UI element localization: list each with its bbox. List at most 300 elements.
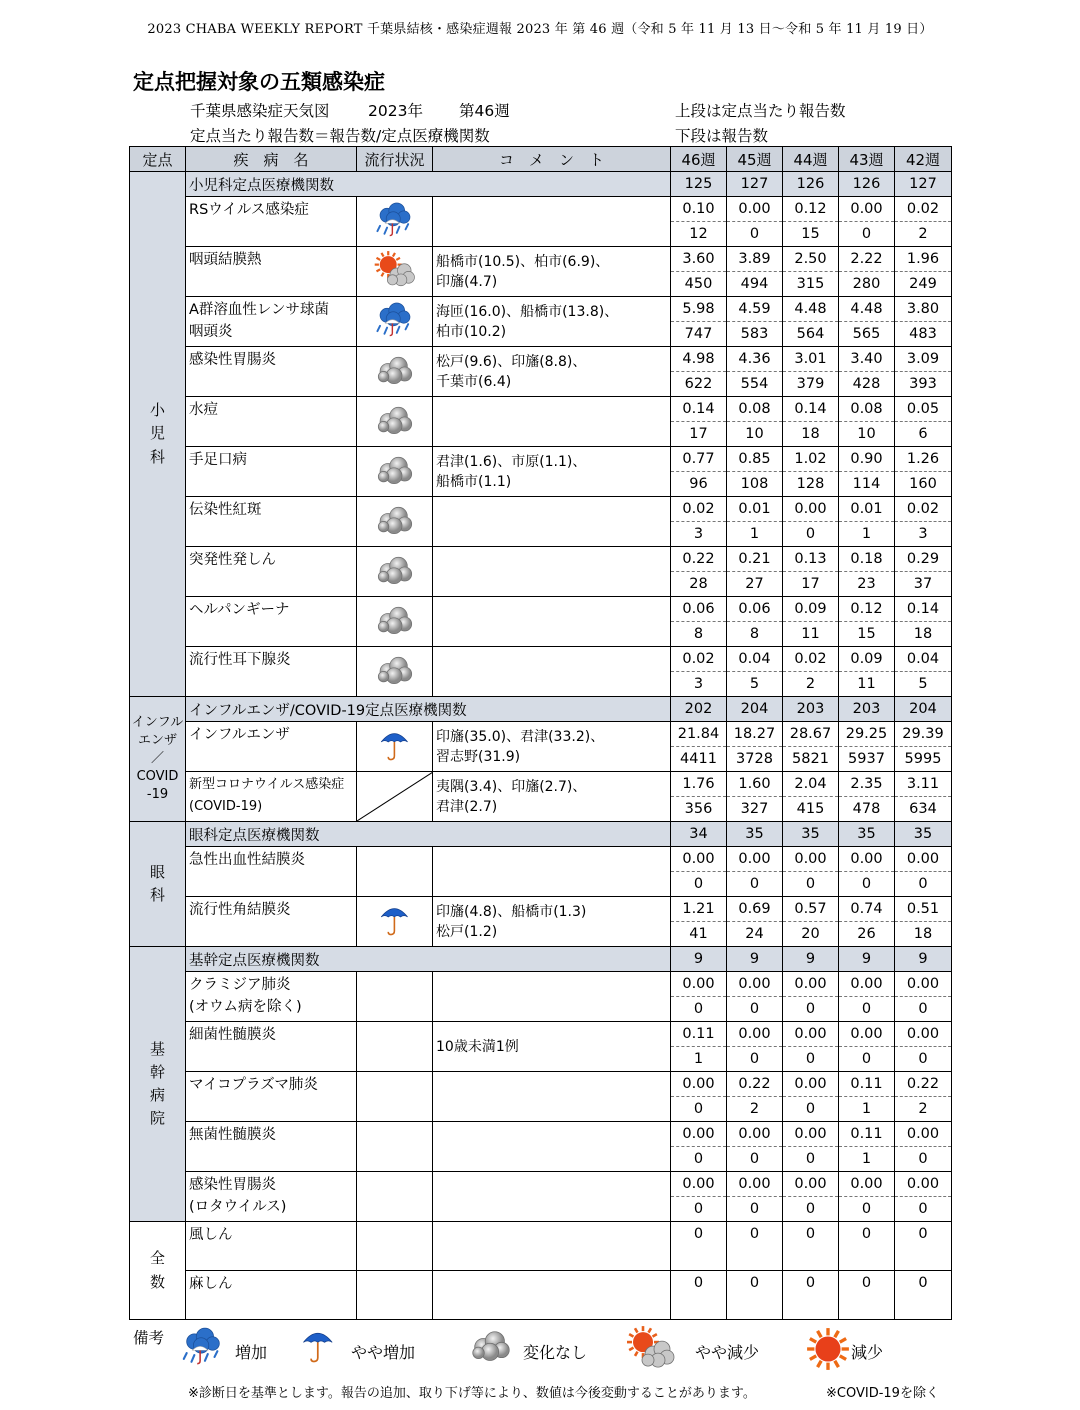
rate-value: 0.01 — [839, 497, 895, 522]
disease-name: 感染性胃腸炎 (ロタウイルス) — [186, 1172, 357, 1222]
col-header: 疾 病 名 — [186, 147, 357, 172]
cloud-rain-icon — [357, 197, 433, 247]
rate-value: 0.14 — [783, 397, 839, 422]
rate-value: 0.00 — [671, 1072, 727, 1097]
count-value: 5995 — [895, 747, 952, 772]
map-title: 千葉県感染症天気図 — [190, 102, 330, 120]
table-row — [130, 297, 952, 322]
rate-value: 0.00 — [783, 972, 839, 997]
comment — [433, 497, 671, 547]
rate-value: 0.00 — [671, 1172, 727, 1197]
rate-value: 0.00 — [727, 972, 783, 997]
col-header: 42週 — [895, 147, 952, 172]
table-row — [130, 972, 952, 997]
cloud-icon — [357, 347, 433, 397]
table-row — [130, 647, 952, 672]
section-name: 眼科定点医療機関数 — [186, 822, 671, 847]
col-header: 流行状況 — [357, 147, 433, 172]
count-value: 10 — [839, 422, 895, 447]
rate-value: 0.00 — [783, 1022, 839, 1047]
rate-value: 0.22 — [727, 1072, 783, 1097]
rate-value: 0.00 — [671, 972, 727, 997]
table-row — [130, 247, 952, 272]
section-value: 9 — [783, 947, 839, 972]
rate-value: 0 — [727, 1271, 783, 1296]
sun-icon — [805, 1326, 851, 1376]
week-label: 第46週 — [459, 102, 510, 120]
comment — [433, 197, 671, 247]
rate-value: 0.08 — [727, 397, 783, 422]
count-value: 3728 — [727, 747, 783, 772]
table-row — [130, 1271, 952, 1296]
cloud-icon — [357, 597, 433, 647]
section-value: 35 — [895, 822, 952, 847]
umbrella-icon — [357, 722, 433, 772]
table-row — [130, 497, 952, 522]
count-value: 0 — [895, 1047, 952, 1072]
rate-value: 0.51 — [895, 897, 952, 922]
count-value: 18 — [895, 622, 952, 647]
count-value: 0 — [783, 997, 839, 1022]
rate-value: 18.27 — [727, 722, 783, 747]
rate-value: 0.11 — [671, 1022, 727, 1047]
category-label: 全 数 — [130, 1222, 186, 1320]
table-row — [130, 197, 952, 222]
count-value: 15 — [783, 222, 839, 247]
comment: 印旛(4.8)、船橋市(1.3) 松戸(1.2) — [433, 897, 671, 947]
rate-value: 0.00 — [783, 1122, 839, 1147]
count-value: 0 — [671, 997, 727, 1022]
rate-value: 4.48 — [839, 297, 895, 322]
count-value: 10 — [727, 422, 783, 447]
umbrella-icon — [357, 897, 433, 947]
cloud-icon — [357, 497, 433, 547]
rate-value: 3.11 — [895, 772, 952, 797]
count-value: 565 — [839, 322, 895, 347]
status-cell — [357, 1172, 433, 1222]
count-value: 327 — [727, 797, 783, 822]
rate-value: 0.00 — [839, 972, 895, 997]
disease-name: 流行性角結膜炎 — [186, 897, 357, 947]
count-value: 0 — [783, 1097, 839, 1122]
rate-value: 29.25 — [839, 722, 895, 747]
rate-value: 0.00 — [895, 1022, 952, 1047]
status-cell — [357, 1022, 433, 1072]
count-value: 37 — [895, 572, 952, 597]
count-value: 0 — [671, 872, 727, 897]
status-cell — [357, 1122, 433, 1172]
section-value: 126 — [839, 172, 895, 197]
count-value: 5 — [895, 672, 952, 697]
comment — [433, 1271, 671, 1320]
rate-value: 0.01 — [727, 497, 783, 522]
col-header: 44週 — [783, 147, 839, 172]
rate-value: 0.04 — [895, 647, 952, 672]
count-value: 483 — [895, 322, 952, 347]
section-name: 基幹定点医療機関数 — [186, 947, 671, 972]
comment — [433, 547, 671, 597]
upper-note: 上段は定点当たり報告数 — [675, 102, 846, 120]
disease-name: 咽頭結膜熱 — [186, 247, 357, 297]
rate-value: 0 — [895, 1222, 952, 1247]
count-value: 18 — [783, 422, 839, 447]
count-value: 583 — [727, 322, 783, 347]
page-title: 定点把握対象の五類感染症 — [133, 70, 385, 94]
rate-value: 0.18 — [839, 547, 895, 572]
rate-value: 1.60 — [727, 772, 783, 797]
count-value: 450 — [671, 272, 727, 297]
status-cell — [357, 972, 433, 1022]
cloud-icon — [357, 547, 433, 597]
comment: 夷隅(3.4)、印旛(2.7)、 君津(2.7) — [433, 772, 671, 822]
table-row — [130, 1222, 952, 1247]
rate-value: 21.84 — [671, 722, 727, 747]
rate-value: 0.00 — [783, 847, 839, 872]
section-value: 9 — [727, 947, 783, 972]
count-value: 0 — [783, 1047, 839, 1072]
rate-value: 0 — [839, 1222, 895, 1247]
disease-name: 無菌性髄膜炎 — [186, 1122, 357, 1172]
rate-value: 0.05 — [895, 397, 952, 422]
rate-value: 0 — [671, 1222, 727, 1247]
rate-value: 0.02 — [783, 647, 839, 672]
rate-value: 0.77 — [671, 447, 727, 472]
rate-value: 0.57 — [783, 897, 839, 922]
status-cell — [357, 1072, 433, 1122]
comment — [433, 847, 671, 897]
legend-text: 増加 — [235, 1343, 268, 1362]
rate-value: 0.21 — [727, 547, 783, 572]
section-value: 9 — [671, 947, 727, 972]
rate-value: 0.14 — [895, 597, 952, 622]
count-value: 0 — [727, 872, 783, 897]
status-cell — [357, 1271, 433, 1320]
count-value: 0 — [895, 1147, 952, 1172]
count-value: 315 — [783, 272, 839, 297]
rate-value: 0.00 — [727, 847, 783, 872]
count-value: 15 — [839, 622, 895, 647]
table-row — [130, 1122, 952, 1147]
category-label: インフル エンザ ／ COVID -19 — [130, 697, 186, 822]
rate-value: 0.00 — [839, 847, 895, 872]
rate-value: 0.00 — [671, 1122, 727, 1147]
disease-name: マイコプラズマ肺炎 — [186, 1072, 357, 1122]
table-row — [130, 722, 952, 747]
disease-name: 新型コロナウイルス感染症 (COVID-19) — [186, 772, 357, 822]
section-value: 202 — [671, 697, 727, 722]
section-value: 204 — [895, 697, 952, 722]
rate-value: 0.74 — [839, 897, 895, 922]
cloud-icon — [357, 397, 433, 447]
count-value: 0 — [727, 1197, 783, 1222]
rate-value: 0.00 — [727, 197, 783, 222]
rate-value: 0 — [727, 1222, 783, 1247]
count-value: 2 — [895, 222, 952, 247]
count-value: 1 — [839, 1097, 895, 1122]
rate-value: 0 — [839, 1271, 895, 1296]
disease-name: ヘルパンギーナ — [186, 597, 357, 647]
rate-value: 0.08 — [839, 397, 895, 422]
rate-value: 3.01 — [783, 347, 839, 372]
count-value — [783, 1246, 839, 1271]
disease-name: RSウイルス感染症 — [186, 197, 357, 247]
count-value: 1 — [727, 522, 783, 547]
disease-name: 感染性胃腸炎 — [186, 347, 357, 397]
disease-name: 伝染性紅斑 — [186, 497, 357, 547]
rate-value: 0 — [895, 1271, 952, 1296]
section-row — [130, 822, 952, 847]
rate-value: 0.00 — [839, 197, 895, 222]
comment: 海匝(16.0)、船橋市(13.8)、 柏市(10.2) — [433, 297, 671, 347]
rate-value: 0.85 — [727, 447, 783, 472]
count-value: 0 — [783, 522, 839, 547]
section-row — [130, 697, 952, 722]
table-row — [130, 847, 952, 872]
disease-name: 手足口病 — [186, 447, 357, 497]
table-row — [130, 597, 952, 622]
section-value: 127 — [727, 172, 783, 197]
count-value: 5821 — [783, 747, 839, 772]
rate-value: 0 — [783, 1222, 839, 1247]
comment — [433, 1122, 671, 1172]
count-value: 5937 — [839, 747, 895, 772]
count-value: 0 — [783, 872, 839, 897]
count-value: 0 — [671, 1147, 727, 1172]
count-value: 0 — [727, 222, 783, 247]
category-label: 小 児 科 — [130, 172, 186, 697]
count-value: 114 — [839, 472, 895, 497]
count-value: 6 — [895, 422, 952, 447]
table-row — [130, 772, 952, 797]
cloud-rain-icon — [179, 1326, 227, 1371]
count-value: 20 — [783, 922, 839, 947]
comment — [433, 397, 671, 447]
rate-value: 1.21 — [671, 897, 727, 922]
count-value: 17 — [783, 572, 839, 597]
comment — [433, 972, 671, 1022]
rate-value: 4.98 — [671, 347, 727, 372]
legend-text: 減少 — [851, 1343, 884, 1362]
count-value: 0 — [895, 1197, 952, 1222]
count-value: 28 — [671, 572, 727, 597]
section-value: 127 — [895, 172, 952, 197]
rate-value: 0.69 — [727, 897, 783, 922]
count-value: 0 — [727, 1147, 783, 1172]
year-label: 2023年 — [368, 102, 423, 120]
count-value: 554 — [727, 372, 783, 397]
col-header: 45週 — [727, 147, 783, 172]
rate-value: 0.00 — [727, 1022, 783, 1047]
count-value: 747 — [671, 322, 727, 347]
rate-value: 0.02 — [895, 197, 952, 222]
section-value: 35 — [783, 822, 839, 847]
status-cell — [357, 1222, 433, 1271]
formula-note: 定点当たり報告数＝報告数/定点医療機関数 — [190, 127, 490, 145]
section-value: 34 — [671, 822, 727, 847]
rate-value: 0.04 — [727, 647, 783, 672]
rate-value: 0.00 — [895, 1122, 952, 1147]
col-header: コ メ ン ト — [433, 147, 671, 172]
count-value: 356 — [671, 797, 727, 822]
rate-value: 0.00 — [839, 1022, 895, 1047]
count-value: 128 — [783, 472, 839, 497]
comment: 船橋市(10.5)、柏市(6.9)、 印旛(4.7) — [433, 247, 671, 297]
section-value: 203 — [839, 697, 895, 722]
count-value — [783, 1295, 839, 1320]
count-value: 428 — [839, 372, 895, 397]
rate-value: 29.39 — [895, 722, 952, 747]
rate-value: 0.00 — [895, 972, 952, 997]
count-value: 3 — [671, 522, 727, 547]
rate-value: 5.98 — [671, 297, 727, 322]
count-value: 2 — [783, 672, 839, 697]
rate-value: 1.96 — [895, 247, 952, 272]
surveillance-table — [129, 146, 952, 1320]
count-value: 0 — [839, 997, 895, 1022]
count-value — [727, 1295, 783, 1320]
table-row — [130, 447, 952, 472]
rate-value: 0 — [783, 1271, 839, 1296]
comment: 10歳未満1例 — [433, 1022, 671, 1072]
comment — [433, 1172, 671, 1222]
cloud-rain-icon — [357, 297, 433, 347]
rate-value: 0.14 — [671, 397, 727, 422]
comment: 印旛(35.0)、君津(33.2)、 習志野(31.9) — [433, 722, 671, 772]
rate-value: 0.00 — [839, 1172, 895, 1197]
section-name: インフルエンザ/COVID-19定点医療機関数 — [186, 697, 671, 722]
count-value: 12 — [671, 222, 727, 247]
count-value — [727, 1246, 783, 1271]
count-value: 0 — [783, 1147, 839, 1172]
rate-value: 0.09 — [839, 647, 895, 672]
rate-value: 0.00 — [783, 1072, 839, 1097]
count-value: 1 — [671, 1047, 727, 1072]
table-row — [130, 1022, 952, 1047]
section-value: 9 — [839, 947, 895, 972]
count-value: 18 — [895, 922, 952, 947]
sun-cloud-icon — [625, 1326, 677, 1374]
rate-value: 28.67 — [783, 722, 839, 747]
count-value: 0 — [839, 1047, 895, 1072]
comment: 松戸(9.6)、印旛(8.8)、 千葉市(6.4) — [433, 347, 671, 397]
count-value: 0 — [839, 872, 895, 897]
section-name: 小児科定点医療機関数 — [186, 172, 671, 197]
table-row — [130, 1172, 952, 1197]
rate-value: 0.02 — [671, 497, 727, 522]
rate-value: 3.40 — [839, 347, 895, 372]
count-value: 0 — [839, 1197, 895, 1222]
rate-value: 0.00 — [671, 847, 727, 872]
count-value: 0 — [895, 872, 952, 897]
rate-value: 0.29 — [895, 547, 952, 572]
count-value: 494 — [727, 272, 783, 297]
rate-value: 3.60 — [671, 247, 727, 272]
count-value: 249 — [895, 272, 952, 297]
rate-value: 4.36 — [727, 347, 783, 372]
comment — [433, 1072, 671, 1122]
cloud-icon — [357, 647, 433, 697]
rate-value: 0.02 — [895, 497, 952, 522]
rate-value: 1.26 — [895, 447, 952, 472]
count-value: 27 — [727, 572, 783, 597]
count-value: 1 — [839, 522, 895, 547]
disease-name: A群溶血性レンサ球菌 咽頭炎 — [186, 297, 357, 347]
count-value: 24 — [727, 922, 783, 947]
rate-value: 3.80 — [895, 297, 952, 322]
legend-label: 備考 — [133, 1329, 165, 1347]
disease-name: クラミジア肺炎 (オウム病を除く) — [186, 972, 357, 1022]
rate-value: 0.11 — [839, 1072, 895, 1097]
count-value: 415 — [783, 797, 839, 822]
rate-value: 0.22 — [671, 547, 727, 572]
col-header: 定点 — [130, 147, 186, 172]
rate-value: 0.00 — [727, 1122, 783, 1147]
comment — [433, 647, 671, 697]
rate-value: 0.00 — [783, 1172, 839, 1197]
disease-name: 細菌性髄膜炎 — [186, 1022, 357, 1072]
count-value: 96 — [671, 472, 727, 497]
section-value: 125 — [671, 172, 727, 197]
table-row — [130, 547, 952, 572]
table-row — [130, 347, 952, 372]
legend-text: やや増加 — [351, 1343, 416, 1362]
sun-cloud-icon — [357, 247, 433, 297]
count-value: 2 — [727, 1097, 783, 1122]
count-value — [839, 1246, 895, 1271]
count-value: 0 — [671, 1197, 727, 1222]
count-value: 8 — [727, 622, 783, 647]
rate-value: 0.02 — [671, 647, 727, 672]
footnote: ※診断日を基準とします。報告の追加、取り下げ等により、数値は今後変動することがあります。 — [188, 1386, 756, 1401]
count-value: 160 — [895, 472, 952, 497]
lower-note: 下段は報告数 — [675, 127, 769, 145]
rate-value: 1.02 — [783, 447, 839, 472]
disease-name: 突発性発しん — [186, 547, 357, 597]
count-value: 2 — [895, 1097, 952, 1122]
rate-value: 2.35 — [839, 772, 895, 797]
rate-value: 0.90 — [839, 447, 895, 472]
rate-value: 0.00 — [727, 1172, 783, 1197]
count-value: 11 — [839, 672, 895, 697]
count-value: 26 — [839, 922, 895, 947]
section-value: 35 — [727, 822, 783, 847]
count-value: 0 — [839, 222, 895, 247]
section-row — [130, 172, 952, 197]
count-value: 0 — [727, 1047, 783, 1072]
table-row — [130, 397, 952, 422]
status-cell — [357, 847, 433, 897]
rate-value: 3.89 — [727, 247, 783, 272]
rate-value: 0.22 — [895, 1072, 952, 1097]
section-value: 204 — [727, 697, 783, 722]
umbrella-icon — [301, 1326, 335, 1368]
count-value: 108 — [727, 472, 783, 497]
rate-value: 1.76 — [671, 772, 727, 797]
count-value: 5 — [727, 672, 783, 697]
table-header-row — [130, 147, 952, 172]
rate-value: 2.22 — [839, 247, 895, 272]
comment — [433, 1222, 671, 1271]
count-value: 23 — [839, 572, 895, 597]
count-value: 0 — [671, 1097, 727, 1122]
page-header: 2023 CHABA WEEKLY REPORT 千葉県結核・感染症週報 2023 年 第 46 週（令和 5 年 11 月 13 日～令和 5 年 11 月 19 日） — [147, 22, 933, 37]
count-value — [839, 1295, 895, 1320]
rate-value: 0.12 — [783, 197, 839, 222]
disease-name: 風しん — [186, 1222, 357, 1271]
count-value: 3 — [671, 672, 727, 697]
cloud-icon — [357, 447, 433, 497]
disease-name: 水痘 — [186, 397, 357, 447]
